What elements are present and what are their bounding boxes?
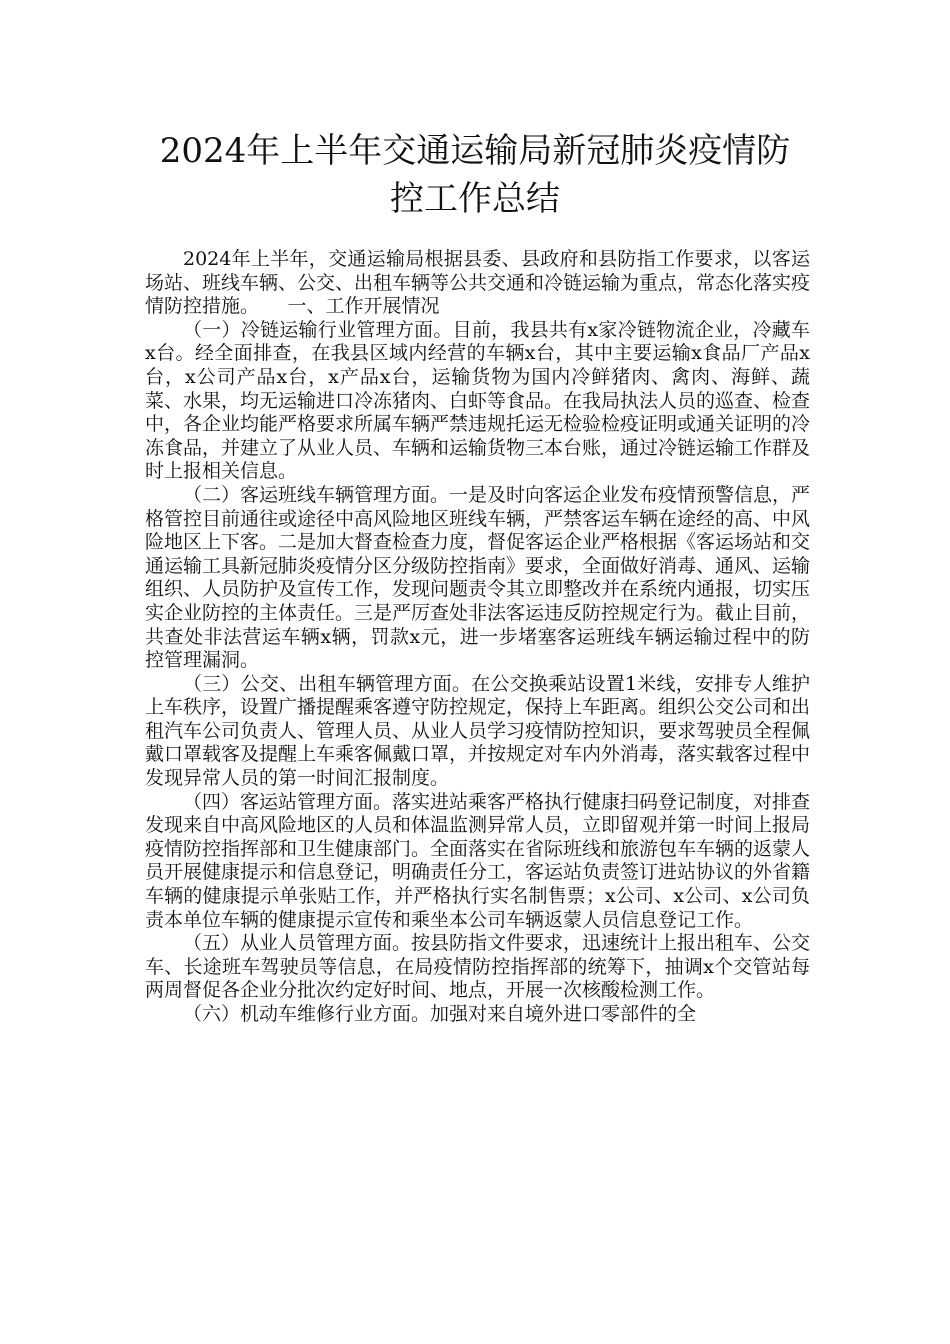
paragraph-cold-chain: （一）冷链运输行业管理方面。目前，我县共有x家冷链物流企业，冷藏车x台。经全面排查，在我县区域内经营的车辆x台，其中主要运输x食品厂产品x台，x公司产品x台，x产品x台，运输货物为国内冷鲜猪肉、禽肉、海鲜、蔬菜、水果，均无运输进口冷冻猪肉、白虾等食品。在我局执法人员的巡查、检查中，各企业均能严格要求所属车辆严禁违规托运无检验检疫证明或通关证明的冷冻食品，并建立了从业人员、车辆和运输货物三本台账，通过冷链运输工作群及时上报相关信息。 (145, 318, 811, 483)
paragraph-intro: 2024年上半年，交通运输局根据县委、县政府和县防指工作要求，以客运场站、班线车辆、公交、出租车辆等公共交通和冷链运输为重点，常态化落实疫情防控措施。 一、工作开展情况 (145, 248, 811, 318)
paragraph-bus-taxi: （三）公交、出租车辆管理方面。在公交换乘站设置1米线，安排专人维护上车秩序，设置广播提醒乘客遵守防控规定，保持上车距离。组织公交公司和出租汽车公司负责人、管理人员、从业人员学习疫情防控知识，要求驾驶员全程佩戴口罩载客及提醒上车乘客佩戴口罩，并按规定对车内外消毒，落实载客过程中发现异常人员的第一时间汇报制度。 (145, 672, 811, 790)
paragraph-bus-station: （四）客运站管理方面。落实进站乘客严格执行健康扫码登记制度，对排查发现来自中高风险地区的人员和体温监测异常人员，立即留观并第一时间上报局疫情防控指挥部和卫生健康部门。全面落实在省际班线和旅游包车车辆的返蒙人员开展健康提示和信息登记，明确责任分工，客运站负责签订进站协议的外省籍车辆的健康提示单张贴工作，并严格执行实名制售票；x公司、x公司、x公司负责本单位车辆的健康提示宣传和乘坐本公司车辆返蒙人员信息登记工作。 (145, 790, 811, 931)
paragraph-passenger-lines: （二）客运班线车辆管理方面。一是及时向客运企业发布疫情预警信息，严格管控目前通往或途径中高风险地区班线车辆，严禁客运车辆在途经的高、中风险地区上下客。二是加大督查检查力度，督促客运企业严格根据《客运场站和交通运输工具新冠肺炎疫情分区分级防控指南》要求，全面做好消毒、通风、运输组织、人员防护及宣传工作，发现问题责令其立即整改并在系统内通报，切实压实企业防控的主体责任。三是严厉查处非法客运违反防控规定行为。截止目前，共查处非法营运车辆x辆，罚款x元，进一步堵塞客运班线车辆运输过程中的防控管理漏洞。 (145, 483, 811, 672)
document-body (145, 248, 810, 1027)
title-line-2: 控工作总结 (390, 179, 560, 219)
paragraph-staff: （五）从业人员管理方面。按县防指文件要求，迅速统计上报出租车、公交车、长途班车驾驶员等信息，在局疫情防控指挥部的统筹下，抽调x个交管站每两周督促各企业分批次约定好时间、地点，开展一次核酸检测工作。 (145, 932, 811, 1002)
document-title (120, 127, 830, 223)
paragraph-vehicle-repair: （六）机动车维修行业方面。加强对来自境外进口零部件的全 (183, 1003, 697, 1025)
title-line-1: 2024年上半年交通运输局新冠肺炎疫情防 (159, 131, 791, 171)
